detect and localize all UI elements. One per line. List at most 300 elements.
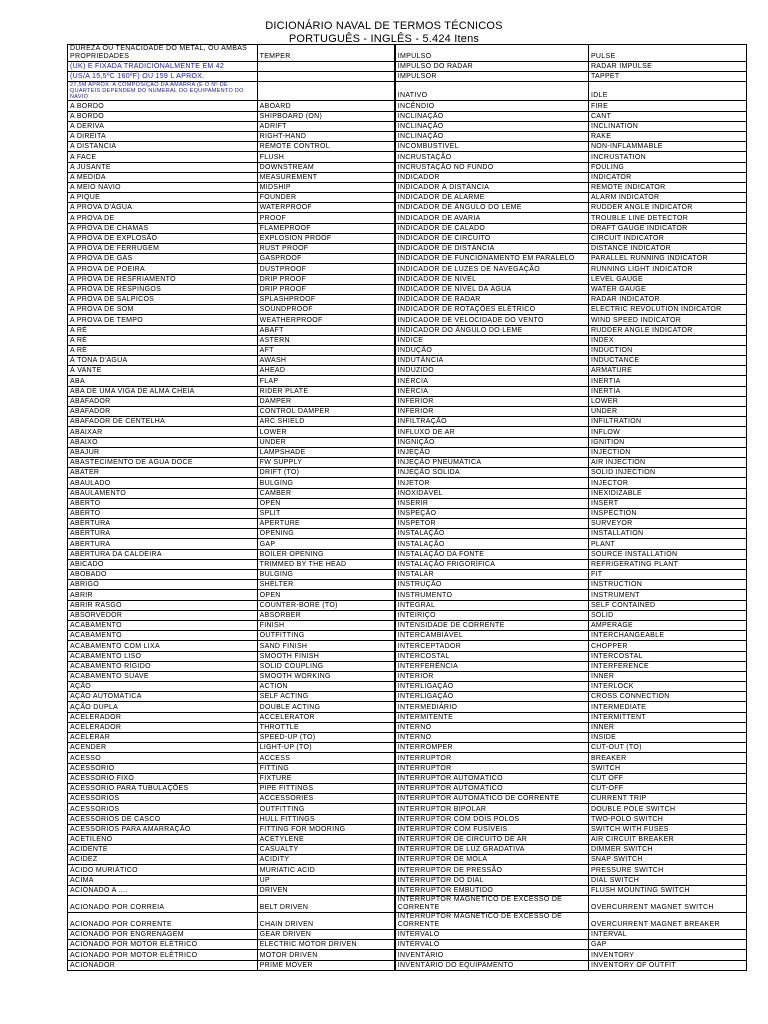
english-term-right: INVENTORY: [588, 950, 746, 960]
english-term-left: ARC SHIELD: [257, 417, 395, 427]
english-term-left: WATERPROOF: [257, 203, 395, 213]
portuguese-term-right: ÍNDICE: [395, 335, 589, 345]
portuguese-term-right: IMPULSO: [395, 45, 589, 62]
portuguese-term-right: INTERRUPTOR: [395, 753, 589, 763]
table-row: [68, 722, 747, 732]
portuguese-term-right: INSTRUMENTO: [395, 590, 589, 600]
table-row: [68, 590, 747, 600]
english-term-left: FLAP: [257, 376, 395, 386]
table-row: [68, 101, 747, 111]
portuguese-term-left: ABAULAMENTO: [68, 488, 258, 498]
table-row: [68, 254, 747, 264]
english-term-right: INTERLOCK: [588, 682, 746, 692]
table-row: [68, 274, 747, 284]
english-term-left: SMOOTH FINISH: [257, 651, 395, 661]
table-row: [68, 620, 747, 630]
portuguese-term-left: ACENDER: [68, 743, 258, 753]
portuguese-term-right: INTERRUPTOR DO DIAL: [395, 875, 589, 885]
english-term-right: OVERCURRENT MAGNET BREAKER: [588, 913, 746, 930]
portuguese-term-right: INDICADOR DE AVARIA: [395, 213, 589, 223]
portuguese-term-left: ACIONADO POR ENGRENAGEM: [68, 930, 258, 940]
english-term-left: FOUNDER: [257, 193, 395, 203]
english-term-right: INSPECTION: [588, 508, 746, 518]
portuguese-term-left: ACETILENO: [68, 834, 258, 844]
portuguese-term-left: A RÉ: [68, 325, 258, 335]
english-term-left: SAND FINISH: [257, 641, 395, 651]
portuguese-term-right: IMPULSOR: [395, 72, 589, 82]
english-term-right: DIAL SWITCH: [588, 875, 746, 885]
english-term-left: FINISH: [257, 620, 395, 630]
english-term-right: CUT-OFF: [588, 783, 746, 793]
portuguese-term-left: DUREZA OU TENACIDADE DO METAL, OU AMBAS PROPRIEDADES: [68, 45, 258, 62]
english-term-left: ACCELERATOR: [257, 712, 395, 722]
table-row: [68, 213, 747, 223]
english-term-left: SPLIT: [257, 508, 395, 518]
portuguese-term-left: A PROVA DE RESFRIAMENTO: [68, 274, 258, 284]
portuguese-term-right: INDICADOR DE LUZES DE NAVEGAÇÃO: [395, 264, 589, 274]
english-term-right: RADAR IMPULSE: [588, 62, 746, 72]
table-row: [68, 72, 747, 82]
portuguese-term-left: ABAFADOR: [68, 407, 258, 417]
english-term-right: INTERMEDIATE: [588, 702, 746, 712]
portuguese-term-right: INTERVALO: [395, 940, 589, 950]
english-term-right: TAPPET: [588, 72, 746, 82]
portuguese-term-right: INDICADOR À DISTÂNCIA: [395, 182, 589, 192]
portuguese-term-right: INSTALAR: [395, 570, 589, 580]
portuguese-term-right: INTERLIGAÇÃO: [395, 692, 589, 702]
dictionary-table-body: [68, 45, 747, 971]
portuguese-term-right: INCLINAÇÃO: [395, 121, 589, 131]
document-header: [0, 20, 768, 46]
table-row: [68, 121, 747, 131]
table-row: [68, 875, 747, 885]
english-term-left: BELT DRIVEN: [257, 896, 395, 913]
english-term-right: ELECTRIC REVOLUTION INDICATOR: [588, 305, 746, 315]
portuguese-term-left: ABAJUR: [68, 447, 258, 457]
portuguese-term-left: AÇÃO DUPLA: [68, 702, 258, 712]
table-row: [68, 152, 747, 162]
english-term-left: COUNTER-BORE (TO): [257, 600, 395, 610]
english-term-right: INSTRUMENT: [588, 590, 746, 600]
table-row: [68, 335, 747, 345]
english-term-right: SWITCH WITH FUSES: [588, 824, 746, 834]
portuguese-term-left: À VANTE: [68, 366, 258, 376]
table-row: [68, 131, 747, 141]
portuguese-term-left: ACIONADO POR CORRENTE: [68, 913, 258, 930]
portuguese-term-left: A RÉ: [68, 345, 258, 355]
english-term-left: BULGING: [257, 570, 395, 580]
portuguese-term-right: INJEÇÃO SÓLIDA: [395, 468, 589, 478]
english-term-left: SHELTER: [257, 580, 395, 590]
table-row: [68, 457, 747, 467]
english-term-left: AWASH: [257, 356, 395, 366]
table-row: [68, 315, 747, 325]
portuguese-term-left: ACESSÓRIOS: [68, 794, 258, 804]
english-term-right: WIND SPEED INDICATOR: [588, 315, 746, 325]
english-term-right: INSERT: [588, 498, 746, 508]
table-row: [68, 600, 747, 610]
table-row: [68, 865, 747, 875]
english-term-right: REMOTE INDICATOR: [588, 182, 746, 192]
portuguese-term-left: 27,5M APROX. A COMPOSIÇÃO DA AMARRA (E O Nº DE QUARTEIS DEPENDEM DO NUMERAL DO EQUIPAMENTO DO NAVIO: [68, 82, 258, 101]
portuguese-term-right: INTERROMPER: [395, 743, 589, 753]
portuguese-term-left: ABERTO: [68, 508, 258, 518]
portuguese-term-right: INCÊNDIO: [395, 101, 589, 111]
english-term-right: REFRIGERATING PLANT: [588, 559, 746, 569]
english-term-left: AHEAD: [257, 366, 395, 376]
portuguese-term-left: ABERTURA DA CALDEIRA: [68, 549, 258, 559]
english-term-left: ASTERN: [257, 335, 395, 345]
portuguese-term-left: ACESSÓRIO: [68, 763, 258, 773]
portuguese-term-left: ACIONADOR: [68, 960, 258, 970]
portuguese-term-left: A DIREITA: [68, 131, 258, 141]
english-term-left: UP: [257, 875, 395, 885]
english-term-left: HULL FITTINGS: [257, 814, 395, 824]
portuguese-term-left: A BORDO: [68, 101, 258, 111]
portuguese-term-right: INDICADOR DE NÍVEL DA ÁGUA: [395, 284, 589, 294]
portuguese-term-left: AÇÃO: [68, 682, 258, 692]
table-row: [68, 111, 747, 121]
english-term-left: FLUSH: [257, 152, 395, 162]
english-term-right: FOULING: [588, 162, 746, 172]
english-term-right: CROSS CONNECTION: [588, 692, 746, 702]
english-term-left: [257, 82, 395, 101]
table-row: [68, 427, 747, 437]
portuguese-term-left: A PROVA DE POEIRA: [68, 264, 258, 274]
english-term-left: CHAIN DRIVEN: [257, 913, 395, 930]
portuguese-term-right: INTERRUPTOR AUTOMÁTICO DE CORRENTE: [395, 794, 589, 804]
portuguese-term-right: INTERRUPTOR BIPOLAR: [395, 804, 589, 814]
table-row: [68, 356, 747, 366]
portuguese-term-right: INTERVALO: [395, 930, 589, 940]
portuguese-term-left: ACESSÓRIOS DE CASCO: [68, 814, 258, 824]
english-term-left: FIXTURE: [257, 773, 395, 783]
english-term-right: WATER GAUGE: [588, 284, 746, 294]
english-term-right: RAKE: [588, 131, 746, 141]
table-row: [68, 345, 747, 355]
portuguese-term-left: A MEIO NAVIO: [68, 182, 258, 192]
english-term-right: INJECTOR: [588, 478, 746, 488]
english-term-right: INCRUSTATION: [588, 152, 746, 162]
portuguese-term-left: ABERTURA: [68, 539, 258, 549]
english-term-right: AIR CIRCUIT BREAKER: [588, 834, 746, 844]
portuguese-term-right: INSTRUÇÃO: [395, 580, 589, 590]
portuguese-term-left: A PROVA DE EXPLOSÃO: [68, 233, 258, 243]
table-row: [68, 366, 747, 376]
table-row: [68, 437, 747, 447]
english-term-right: INERTIA: [588, 376, 746, 386]
table-row: [68, 661, 747, 671]
table-row: [68, 896, 747, 913]
table-row: [68, 845, 747, 855]
portuguese-term-right: INTERRUPTOR MAGNÉTICO DE EXCESSO DE CORRENTE: [395, 913, 589, 930]
english-term-left: FW SUPPLY: [257, 457, 395, 467]
english-term-right: IDLE: [588, 82, 746, 101]
english-term-left: LIGHT-UP (TO): [257, 743, 395, 753]
table-row: [68, 733, 747, 743]
table-row: [68, 824, 747, 834]
portuguese-term-left: ABSORVEDOR: [68, 610, 258, 620]
english-term-right: SWITCH: [588, 763, 746, 773]
portuguese-term-right: INTERRUPTOR COM FUSÍVEIS: [395, 824, 589, 834]
table-row: [68, 631, 747, 641]
english-term-right: LEVEL GAUGE: [588, 274, 746, 284]
portuguese-term-right: INTERCOSTAL: [395, 651, 589, 661]
english-term-left: DAMPER: [257, 396, 395, 406]
portuguese-term-left: ABERTO: [68, 498, 258, 508]
english-term-left: ABAFT: [257, 325, 395, 335]
table-row: [68, 284, 747, 294]
english-term-right: INFLOW: [588, 427, 746, 437]
english-term-right: INSIDE: [588, 733, 746, 743]
portuguese-term-left: ACABAMENTO: [68, 620, 258, 630]
portuguese-term-left: A DISTANCIA: [68, 142, 258, 152]
table-row: [68, 62, 747, 72]
portuguese-term-left: ACABAMENTO: [68, 631, 258, 641]
english-term-left: FLAMEPROOF: [257, 223, 395, 233]
english-term-left: OPENING: [257, 529, 395, 539]
table-row: [68, 407, 747, 417]
english-term-right: INVENTORY OF OUTFIT: [588, 960, 746, 970]
english-term-left: TRIMMED BY THE HEAD: [257, 559, 395, 569]
table-row: [68, 940, 747, 950]
english-term-left: DOWNSTREAM: [257, 162, 395, 172]
english-term-left: DRIP PROOF: [257, 274, 395, 284]
portuguese-term-right: INDICADOR DE VELOCIDADE DO VENTO: [395, 315, 589, 325]
table-row: [68, 488, 747, 498]
table-row: [68, 233, 747, 243]
portuguese-term-right: INTENSIDADE DE CORRENTE: [395, 620, 589, 630]
table-row: [68, 478, 747, 488]
portuguese-term-right: INOXIDÁVEL: [395, 488, 589, 498]
portuguese-term-right: INTERMEDIÁRIO: [395, 702, 589, 712]
portuguese-term-left: A PROVA DE FERRUGEM: [68, 244, 258, 254]
portuguese-term-right: INTERLIGAÇÃO: [395, 682, 589, 692]
portuguese-term-right: INDICADOR: [395, 172, 589, 182]
english-term-left: MURIATIC ACID: [257, 865, 395, 875]
portuguese-term-left: ABRIR: [68, 590, 258, 600]
english-term-right: IGNITION: [588, 437, 746, 447]
english-term-right: RUNNING LIGHT INDICATOR: [588, 264, 746, 274]
english-term-right: OVERCURRENT MAGNET SWITCH: [588, 896, 746, 913]
english-term-right: CANT: [588, 111, 746, 121]
portuguese-term-right: INTERRUPTOR COM DOIS PÓLOS: [395, 814, 589, 824]
english-term-right: PULSE: [588, 45, 746, 62]
table-row: [68, 641, 747, 651]
english-term-left: RUST PROOF: [257, 244, 395, 254]
portuguese-term-right: INTERRUPTOR DE LUZ GRADATIVA: [395, 845, 589, 855]
table-row: [68, 682, 747, 692]
english-term-right: INNER: [588, 671, 746, 681]
table-row: [68, 773, 747, 783]
dictionary-table: [67, 44, 747, 971]
table-row: [68, 712, 747, 722]
english-term-right: DISTANCE INDICATOR: [588, 244, 746, 254]
portuguese-term-left: ACESSÓRIO FIXO: [68, 773, 258, 783]
portuguese-term-right: INTERIOR: [395, 671, 589, 681]
portuguese-term-left: ABRIR RASGO: [68, 600, 258, 610]
portuguese-term-right: INFERIOR: [395, 396, 589, 406]
english-term-left: BOILER OPENING: [257, 549, 395, 559]
portuguese-term-left: ABERTURA: [68, 529, 258, 539]
english-term-left: OUTFITTING: [257, 631, 395, 641]
english-term-left: SOLID COUPLING: [257, 661, 395, 671]
english-term-left: DRIVEN: [257, 885, 395, 895]
portuguese-term-left: ACIONADO POR CORREIA: [68, 896, 258, 913]
english-term-right: LOWER: [588, 396, 746, 406]
portuguese-term-left: ABAFADOR DE CENTELHA: [68, 417, 258, 427]
table-row: [68, 559, 747, 569]
portuguese-term-right: INTERRUPTOR DE CIRCUITO DE AR: [395, 834, 589, 844]
table-row: [68, 376, 747, 386]
portuguese-term-left: A RÉ: [68, 335, 258, 345]
portuguese-term-left: A PROVA D'ÁGUA: [68, 203, 258, 213]
english-term-left: WEATHERPROOF: [257, 315, 395, 325]
english-term-left: ACCESSORIES: [257, 794, 395, 804]
english-term-right: INCLINATION: [588, 121, 746, 131]
table-row: [68, 702, 747, 712]
english-term-right: PLANT: [588, 539, 746, 549]
document-title: DICIONÁRIO NAVAL DE TERMOS TÉCNICOS: [265, 20, 503, 32]
table-row: [68, 960, 747, 970]
english-term-right: RUDDER ANGLE INDICATOR: [588, 325, 746, 335]
english-term-right: UNDER: [588, 407, 746, 417]
table-row: [68, 305, 747, 315]
portuguese-term-left: ACELERADOR: [68, 722, 258, 732]
table-row: [68, 549, 747, 559]
portuguese-term-right: INCLINAÇÃO: [395, 111, 589, 121]
english-term-left: CASUALTY: [257, 845, 395, 855]
english-term-left: [257, 62, 395, 72]
english-term-right: CUT-OUT (TO): [588, 743, 746, 753]
table-row: [68, 498, 747, 508]
english-term-right: TWO-POLO SWITCH: [588, 814, 746, 824]
portuguese-term-left: ABERTURA: [68, 519, 258, 529]
english-term-left: ACTION: [257, 682, 395, 692]
portuguese-term-right: INDICADOR DE CIRCUITO: [395, 233, 589, 243]
portuguese-term-left: ACIONADO POR MOTOR ELÉTRICO: [68, 940, 258, 950]
portuguese-term-right: INVENTÁRIO DO EQUIPAMENTO: [395, 960, 589, 970]
english-term-right: RADAR INDICATOR: [588, 294, 746, 304]
portuguese-term-right: INTERRUPTOR DE MOLA: [395, 855, 589, 865]
portuguese-term-left: ACESSÓRIO PARA TUBULAÇÕES: [68, 783, 258, 793]
english-term-right: SELF CONTAINED: [588, 600, 746, 610]
portuguese-term-left: ACIDENTE: [68, 845, 258, 855]
table-row: [68, 950, 747, 960]
table-row: [68, 294, 747, 304]
portuguese-term-right: INVENTÁRIO: [395, 950, 589, 960]
portuguese-term-right: INFERIOR: [395, 407, 589, 417]
english-term-left: UNDER: [257, 437, 395, 447]
portuguese-term-left: ABASTECIMENTO DE ÁGUA DOCE: [68, 457, 258, 467]
portuguese-term-left: A PROVA DE RESPINGOS: [68, 284, 258, 294]
english-term-right: CHOPPER: [588, 641, 746, 651]
portuguese-term-left: ABATER: [68, 468, 258, 478]
portuguese-term-right: INDICADOR DE ROTAÇÕES ELÉTRICO: [395, 305, 589, 315]
english-term-left: DOUBLE ACTING: [257, 702, 395, 712]
english-term-left: ABOARD: [257, 101, 395, 111]
portuguese-term-left: ACABAMENTO COM LIXA: [68, 641, 258, 651]
table-row: [68, 223, 747, 233]
portuguese-term-left: A PIQUE: [68, 193, 258, 203]
portuguese-term-left: A DERIVA: [68, 121, 258, 131]
table-row: [68, 142, 747, 152]
english-term-right: INTERMITTENT: [588, 712, 746, 722]
english-term-left: SOUNDPROOF: [257, 305, 395, 315]
english-term-left: GAP: [257, 539, 395, 549]
portuguese-term-left: ACIONADO A ....: [68, 885, 258, 895]
english-term-right: DRAFT GAUGE INDICATOR: [588, 223, 746, 233]
english-term-left: ELECTRIC MOTOR DRIVEN: [257, 940, 395, 950]
table-row: [68, 396, 747, 406]
table-row: [68, 172, 747, 182]
portuguese-term-left: À TONA D'ÁGUA: [68, 356, 258, 366]
portuguese-term-right: INÉRCIA: [395, 376, 589, 386]
english-term-right: INSTALLATION: [588, 529, 746, 539]
table-row: [68, 244, 747, 254]
portuguese-term-left: ABAIXO: [68, 437, 258, 447]
english-term-right: CUT OFF: [588, 773, 746, 783]
english-term-right: INSTRUCTION: [588, 580, 746, 590]
english-term-right: RUDDER ANGLE INDICATOR: [588, 203, 746, 213]
english-term-right: ALARM INDICATOR: [588, 193, 746, 203]
english-term-left: RIGHT-HAND: [257, 131, 395, 141]
portuguese-term-right: INTERRUPTOR EMBUTIDO: [395, 885, 589, 895]
portuguese-term-left: A PROVA DE SOM: [68, 305, 258, 315]
portuguese-term-left: ABOBADO: [68, 570, 258, 580]
english-term-left: AFT: [257, 345, 395, 355]
portuguese-term-left: ABAIXAR: [68, 427, 258, 437]
portuguese-term-left: A PROVA DE TEMPO: [68, 315, 258, 325]
table-row: [68, 794, 747, 804]
english-term-left: DRIP PROOF: [257, 284, 395, 294]
english-term-left: TEMPER: [257, 45, 395, 62]
portuguese-term-left: (UK) E FIXADA TRADICIONALMENTE EM 42: [68, 62, 258, 72]
english-term-right: PRESSURE SWITCH: [588, 865, 746, 875]
portuguese-term-right: IMPULSO DO RADAR: [395, 62, 589, 72]
portuguese-term-left: ACESSÓRIOS PARA AMARRAÇÃO: [68, 824, 258, 834]
portuguese-term-left: A PROVA DE CHAMAS: [68, 223, 258, 233]
english-term-left: OUTFITTING: [257, 804, 395, 814]
portuguese-term-right: INDICADOR DE ÂNGULO DO LEME: [395, 203, 589, 213]
portuguese-term-right: INTERRUPTOR AUTOMÁTICO: [395, 783, 589, 793]
english-term-left: MIDSHIP: [257, 182, 395, 192]
table-row: [68, 386, 747, 396]
english-term-left: SPEED-UP (TO): [257, 733, 395, 743]
portuguese-term-left: ABA DE UMA VIGA DE ALMA CHEIA: [68, 386, 258, 396]
table-row: [68, 417, 747, 427]
english-term-right: CIRCUIT INDICATOR: [588, 233, 746, 243]
portuguese-term-left: ÁCIDO MURIÁTICO: [68, 865, 258, 875]
english-term-left: DRIFT (TO): [257, 468, 395, 478]
english-term-left: SPLASHPROOF: [257, 294, 395, 304]
english-term-left: OPEN: [257, 590, 395, 600]
table-row: [68, 834, 747, 844]
portuguese-term-right: INSTALAÇÃO: [395, 529, 589, 539]
english-term-left: ACIDITY: [257, 855, 395, 865]
english-term-right: SURVEYOR: [588, 519, 746, 529]
portuguese-term-right: INATIVO: [395, 82, 589, 101]
portuguese-term-left: ACESSO: [68, 753, 258, 763]
english-term-left: PROOF: [257, 213, 395, 223]
english-term-right: GAP: [588, 940, 746, 950]
english-term-right: SOLID INJECTION: [588, 468, 746, 478]
table-row: [68, 692, 747, 702]
english-term-left: LAMPSHADE: [257, 447, 395, 457]
table-row: [68, 814, 747, 824]
table-row: [68, 671, 747, 681]
portuguese-term-right: INCRUSTAÇÃO NO FUNDO: [395, 162, 589, 172]
